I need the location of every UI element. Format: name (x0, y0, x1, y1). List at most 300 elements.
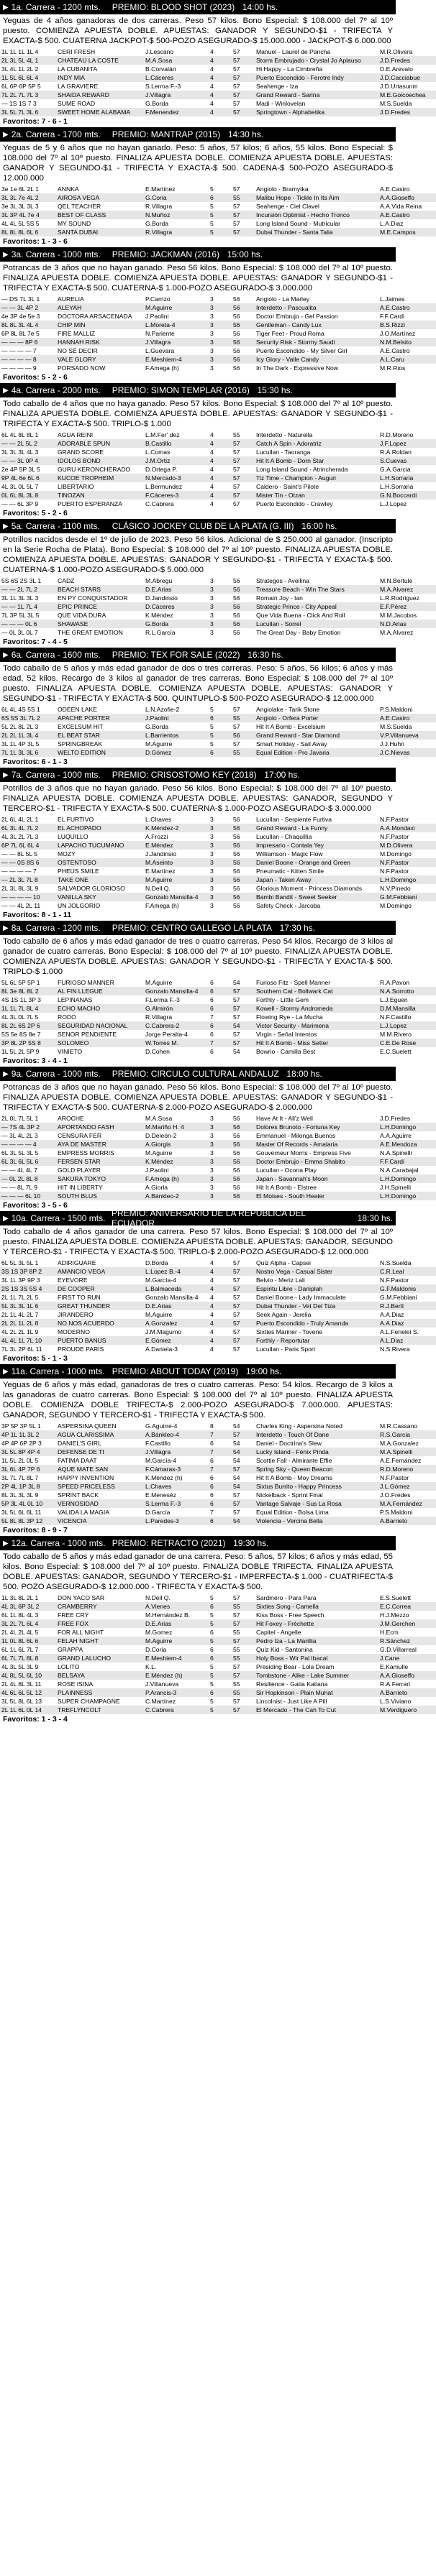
age: 3 (210, 1132, 214, 1139)
table-row (0, 1259, 436, 1267)
pedigree: Lucullan - Sorrel (255, 620, 378, 628)
horse-name: AURELIA (58, 295, 84, 303)
pedigree: Have At It - All'z Well (256, 1115, 313, 1122)
jockey: E.Martínez (145, 868, 176, 875)
horse-name: EYEVORE (58, 1276, 88, 1284)
horse-name: FURIOSO MANNER (58, 979, 114, 986)
form-cell: 4L 2L 2L 1L 9 (1, 1328, 39, 1335)
pedigree: Dubai Thunder - Vet Del Tiza (255, 1302, 378, 1310)
race-header (0, 0, 396, 14)
pedigree: Seek Again - Jerelia (256, 1311, 312, 1318)
weight: 56 (232, 731, 255, 740)
jockey: J.Paolini (145, 1167, 169, 1174)
race-conditions: Yeguas de 6 años y más edad, ganadoras de tres o cuatro carreras. Peso: 54 kilos. Recargo de 3 kilos a las ganadoras de cuatro carreras. Bono Especial: $ 108.000 del 7º al 10º puesto. FINALIZA APUESTA DOBLE. COMIENZA DOBLE TRIFECTA-$ 2.000-POZO ASEGURADO-$ 7.000.000. APUESTAS: GANADOR, SEGUNDO Y TERCERO-$1 - TRIFECTA Y EXACTA-$ 500. (3, 1381, 393, 1420)
entries-table (0, 576, 436, 637)
age: 3 (210, 868, 214, 875)
pedigree: Williamson - Magic Flow (256, 850, 323, 857)
form-cell: 3L 5L 8L 6L 13 (1, 1698, 42, 1705)
form-cell: 1L 1L 1L 1L 4 (1, 48, 39, 55)
horse-name: SPRINGBREAK (58, 740, 103, 748)
table-row (0, 1482, 436, 1491)
table-row (0, 1131, 436, 1140)
table-row (0, 1293, 436, 1302)
trainer: N.S.Rivera (380, 1346, 410, 1353)
age: 3 (210, 1115, 214, 1122)
pedigree: Puerto Escondido - Crawley (256, 500, 333, 507)
pedigree: Seahenge - Ciel Clavel (256, 203, 319, 210)
form-cell: 4L 4L 5L 5S 5 (1, 220, 40, 227)
pedigree: Icy Glory - Valle Candy (255, 355, 378, 364)
horse-name: TREFLYNCOLT (56, 1706, 144, 1714)
table-row (0, 602, 436, 611)
weight: 57 (233, 48, 240, 55)
play-arrow-icon: ▶ (3, 1367, 9, 1376)
table-row (0, 1149, 436, 1157)
race-section (0, 648, 419, 768)
trainer: M.S.Suelda (380, 723, 412, 730)
form-cell: 2L 1L 4L 2L 7 (1, 1311, 39, 1318)
form-cell: 1L 5L 6L 6L 4 (0, 73, 56, 82)
pedigree: Madi - Winlovelan (256, 100, 306, 107)
horse-name: JIRANDERO (58, 1311, 94, 1318)
form-cell: 3P 8L 2P 5S 8 (0, 1039, 56, 1047)
age: 4 (209, 1336, 232, 1345)
horse-name: SPEED PRICELESS (56, 1482, 144, 1491)
age: 6 (210, 1048, 214, 1055)
age: 5 (210, 203, 214, 210)
pedigree: Lucky Island - Fénix Pinda (255, 1448, 378, 1456)
form-cell: 5P 3L 4L 0L 10 (0, 1499, 56, 1508)
trainer: A.E.Castro (380, 185, 410, 193)
race-number: 6a. Carrera - 1600 mts. (11, 650, 101, 660)
jockey: M.Aguirre (144, 875, 209, 884)
trainer: A.Barrieto (378, 1517, 436, 1525)
race-prize: PREMIO: ANIVERSARIO DE LA REPÚBLICA DEL ECUADOR (112, 1208, 306, 1228)
trainer: A.E.Castro (378, 211, 436, 219)
weight: 56 (233, 1149, 240, 1156)
age: 3 (209, 1174, 232, 1183)
horse-name: FREE FOX (56, 1619, 144, 1628)
form-cell: 3L 2L 7L 6L 4 (0, 1619, 56, 1628)
pedigree: Dubai Thunder - Santa Talia (255, 228, 378, 236)
favorites-line: Favoritos: 8 - 1 - 11 (3, 911, 72, 919)
age: 8 (210, 1422, 214, 1430)
race-time: 18:00 hs. (286, 1069, 322, 1079)
form-cell: — — 6L 3P 9 (1, 500, 39, 507)
table-row (0, 1013, 436, 1021)
pedigree: Daniel - Doctrina's Slew (256, 1440, 322, 1447)
age: 4 (209, 491, 232, 500)
jockey: F.Cámaras-3 (144, 1465, 209, 1473)
pedigree: Interdetto - Naturella (256, 431, 313, 438)
form-cell: 2L 3L 8L 3L 9 (1, 885, 39, 892)
trainer: R.D.Moreno (380, 431, 414, 438)
play-arrow-icon: ▶ (3, 130, 9, 139)
trainer: A.E.Castro (378, 303, 436, 312)
age: 3 (209, 1192, 232, 1200)
age: 4 (209, 456, 232, 465)
trainer: J.D.Fredes (380, 1115, 411, 1122)
horse-name: SHAIDA REWARD (56, 91, 144, 99)
race-prize: PREMIO: ABOUT TODAY (2019) (112, 1366, 239, 1376)
age: 3 (209, 620, 232, 628)
trainer: M.Domingo (380, 902, 412, 909)
age: 3 (209, 824, 232, 832)
table-row (0, 576, 436, 585)
weight: 56 (232, 841, 255, 850)
pedigree: Kiss Boss - Free Speech (256, 1611, 324, 1619)
form-cell: — 0L 3L 0L 7 (1, 629, 38, 636)
table-row (0, 482, 436, 491)
pedigree: Hit It A Bomb - Excelsium (256, 723, 326, 730)
table-row (0, 1336, 436, 1345)
jockey: L.M.Fer' dez (145, 431, 180, 438)
form-cell: — — 3L 0P 4 (0, 456, 56, 465)
jockey: M.Aseinto (144, 858, 209, 867)
race-section (0, 768, 417, 921)
form-cell: 1L 5L 2L 0L 5 (1, 1457, 39, 1464)
weight: 57 (233, 100, 240, 107)
race-prize: PREMIO: CENTRO GALLEGO LA PLATA (112, 923, 272, 933)
age: 4 (210, 1346, 214, 1353)
pedigree: Grand Reward - Star Diamond (255, 731, 378, 740)
jockey: L.Guevara (145, 347, 175, 354)
race-section (0, 1536, 417, 1725)
entries-table (0, 1593, 436, 1714)
horse-name: SPRINT BACK (58, 1491, 99, 1499)
weight: 54 (233, 1474, 240, 1481)
table-row (0, 594, 436, 602)
favorites-line: Favoritos: 5 - 2 - 6 (3, 509, 68, 518)
table-row (0, 1697, 436, 1706)
age: 5 (209, 1671, 232, 1680)
horse-name: LOLITO (58, 1663, 80, 1670)
horse-name: EMPRESS MORRIS (58, 1149, 114, 1156)
form-cell: 3L 5L 7L 3L 6 (0, 108, 56, 116)
age: 6 (209, 1021, 232, 1030)
table-row (0, 1680, 436, 1688)
form-cell: — — 4L 4L 7 (1, 1167, 37, 1174)
trainer: L.A.Diaz (380, 220, 404, 227)
age: 5 (209, 228, 232, 236)
jockey: A.Gonzalez (144, 1319, 209, 1328)
horse-name: PLAINNESS (56, 1688, 144, 1697)
horse-name: FELAH NIGHT (56, 1637, 144, 1645)
age: 3 (209, 338, 232, 346)
trainer: G.D.Villarreal (380, 1646, 417, 1653)
race-number: 9a. Carrera - 1000 mts. (11, 1069, 101, 1079)
form-cell: — — 2L 5L 2 (0, 439, 56, 448)
race-prize: PREMIO: CIRCULO CULTURAL ANDALUZ (112, 1069, 279, 1079)
table-row (0, 1645, 436, 1654)
jockey: M.Aguirre (145, 1149, 173, 1156)
pedigree: Emmanuel - Milonga Buenos (256, 1132, 336, 1139)
jockey: L.Chaves (144, 1482, 209, 1491)
race-conditions: Todo caballo de 4 años que no haya ganado. Peso 57 kilos. Bono Especial: $ 108.000 del 7º al 10º puesto. FINALIZA APUESTA DOBLE. COMIENZA APUESTA DOBLE. APUESTAS: GANADOR Y SEGUNDO-$1 - TRIFECTA Y EXACTA-$ 500. TRIPLO-$ 1.000 (3, 400, 393, 428)
pedigree: Nickelback - Sprint Final (256, 1491, 323, 1499)
weight: 55 (233, 431, 240, 438)
trainer: P.S.Maldoni (380, 706, 413, 713)
trainer: L.H.Domingo (378, 875, 436, 884)
horse-name: CHIP MIN (56, 321, 144, 329)
jockey: L.Bermundez (145, 483, 183, 490)
trainer: M.N.Bertule (380, 577, 413, 584)
age: 4 (210, 483, 214, 490)
table-row (0, 884, 436, 893)
age: 5 (210, 740, 214, 748)
weight: 56 (232, 585, 255, 594)
horse-name: ANNKA (58, 185, 79, 193)
jockey: B.Castillo (144, 439, 209, 448)
race-section (0, 1364, 422, 1536)
pedigree: Angiolo - La Marley (256, 295, 310, 303)
pedigree: Tombstone - Alike - Lake Summer (255, 1671, 378, 1680)
horse-name: THE GREAT EMOTION (58, 629, 123, 636)
pedigree: Springtown - Alphabetika (255, 108, 378, 116)
table-row (0, 1602, 436, 1611)
race-header (0, 519, 396, 533)
form-cell: — — 3L 4P 2 (0, 303, 56, 312)
jockey: S.Lerma F.-3 (144, 1499, 209, 1508)
age: 3 (210, 330, 214, 337)
age: 5 (210, 185, 214, 193)
weight: 56 (232, 1192, 255, 1200)
table-row (0, 1039, 436, 1047)
horse-name: BEST OF CLASS (56, 211, 144, 219)
form-cell: 1L 1L 7L 8L 4 (0, 1004, 56, 1013)
form-cell: — — — — 7 (1, 868, 37, 875)
age: 5 (210, 1663, 214, 1670)
trainer: A.E.Castro (380, 347, 410, 354)
jockey: N.Dell Q. (145, 1594, 171, 1601)
pedigree: Mister Tin - Otzan (255, 491, 378, 500)
form-cell: 6L 7L 7L 8L 8 (0, 1654, 56, 1662)
form-cell: 3L 3L 3L 4L 3 (1, 448, 39, 456)
trainer: A.E.Fernández (380, 1457, 422, 1464)
weight: 55 (233, 1629, 240, 1636)
trainer: M.A.Spinelli (378, 1448, 436, 1456)
pedigree: The Great Day - Baby Emotion (256, 629, 341, 636)
weight: 56 (233, 577, 240, 584)
table-row (0, 1456, 436, 1465)
table-row (0, 1628, 436, 1637)
horse-name: SUME ROAD (58, 100, 96, 107)
age: 6 (209, 1004, 232, 1013)
race-number: 5a. Carrera - 1100 mts. (11, 521, 100, 531)
age: 3 (209, 355, 232, 364)
age: 4 (210, 431, 214, 438)
weight: 56 (232, 338, 255, 346)
form-cell: — — 8L 7L 9 (1, 1184, 37, 1191)
form-cell: 6L 3L 5L 3L 5 (1, 1149, 39, 1156)
horse-name: KUCOE TROPHEIM (56, 474, 144, 482)
entries-table (0, 1114, 436, 1200)
jockey: M.Aguirre (144, 1637, 209, 1645)
weight: 57 (232, 1039, 255, 1047)
jockey: F.Menendez (144, 108, 209, 116)
table-row (0, 1499, 436, 1508)
race-number: 4a. Carrera - 2000 mts. (11, 385, 101, 395)
table-row (0, 731, 436, 740)
horse-name: EL ACHOPADO (56, 824, 144, 832)
horse-name: VINIETO (58, 1048, 83, 1055)
pedigree: Puerto Escondido - My Silver Girl (256, 347, 348, 354)
age: 6 (210, 1457, 214, 1464)
race-header (0, 768, 396, 782)
jockey: D.Jandinsio (145, 594, 178, 602)
pedigree: Flowing Rye - La Mucha (256, 1013, 323, 1021)
horse-name: LAPACHO TUCUMANO (56, 841, 144, 850)
form-cell: 3L 4L 1L 2L 2 (1, 65, 39, 73)
age: 3 (209, 893, 232, 901)
table-row (0, 303, 436, 312)
jockey: P.Carrizo (145, 295, 171, 303)
weight: 57 (233, 1491, 240, 1499)
age: 4 (210, 100, 214, 107)
form-cell: 1L 5L 2L 5P 9 (1, 1048, 40, 1055)
table-row (0, 1439, 436, 1448)
race-section (0, 383, 417, 519)
trainer: M.Verdiguero (378, 1706, 436, 1714)
race-conditions: Yeguas de 4 años ganadoras de dos carreras. Peso 57 kilos. Bono Especial: $ 108.000 del 7º al 10º puesto. COMIENZA APUESTA DOBLE. APUESTAS: GANADOR Y SEGUNDO-$1 - TRIFECTA Y EXACTA-$ 500. CUATERNA JACKPOT-$ 500-POZO ASEGURADO-$ 15.000.000 - JACKPOT-$ 6.000.000 (3, 17, 393, 45)
trainer: J.F.Lopez (378, 439, 436, 448)
pedigree: Charles King - Aspersina Noted (256, 1422, 342, 1430)
form-cell: 1L 3L 8L 2L 1 (1, 1594, 39, 1601)
horse-name: GRAND LALUCHO (56, 1654, 144, 1662)
weight: 57 (233, 203, 240, 210)
race-header (0, 127, 396, 142)
weight: 57 (232, 1671, 255, 1680)
jockey: D.García (145, 1509, 171, 1516)
weight: 57 (233, 1594, 240, 1601)
age: 5 (210, 1611, 214, 1619)
horse-name: CERI FRESH (58, 48, 96, 55)
age: 6 (210, 1474, 214, 1481)
pedigree: Interdetto - Pascualita (255, 303, 378, 312)
age: 3 (209, 1140, 232, 1149)
race-time: 14:30 hs. (227, 129, 264, 139)
pedigree: Lucullan - Serpiente Furtiva (256, 816, 332, 823)
horse-name: AGUA REINI (58, 431, 94, 438)
weight: 57 (233, 185, 240, 193)
jockey: S.Lerma F.-3 (145, 83, 181, 90)
trainer: M.A.Alvarez (380, 629, 414, 636)
form-cell: 8L 8L 3L 4L 4 (0, 321, 56, 329)
table-row (0, 193, 436, 202)
trainer: G.F.Maldonis (378, 1284, 436, 1293)
weight: 57 (232, 211, 255, 219)
jockey: M.García-4 (145, 1457, 176, 1464)
pedigree: Angiolake - Tarik Stone (256, 706, 320, 713)
horse-name: DON YACO SAR (58, 1594, 105, 1601)
entries-table (0, 705, 436, 757)
form-cell: 6L 1L 6L 7L 7 (1, 1646, 39, 1653)
trainer: N.F.Pastor (380, 833, 409, 840)
table-row (0, 1328, 436, 1336)
form-cell: 6L 3L 6L 5L 6 (0, 1157, 56, 1166)
trainer: G.A.Garcia (380, 466, 411, 473)
horse-name: CENSURA FER (58, 1132, 102, 1139)
entries-table (0, 978, 436, 1056)
weight: 57 (232, 456, 255, 465)
pedigree: Holy Boss - Wir Pal Ibacal (255, 1654, 378, 1662)
table-row (0, 1030, 436, 1039)
form-cell: 4L 3L 6P 3L 2 (0, 1602, 56, 1611)
form-cell: — 0L 2L 8L 8 (0, 1174, 56, 1183)
pedigree: Lincolnist - Just Like A Pill (256, 1698, 327, 1705)
table-row (0, 714, 436, 722)
trainer: N.M.Belsito (378, 338, 436, 346)
jockey: Gonzalo Mansilla-4 (144, 893, 209, 901)
trainer: A.L.Fenelei S. (380, 1328, 419, 1335)
weight: 55 (232, 1654, 255, 1662)
pedigree: Hi Happy - La Cimbreña (256, 65, 323, 73)
jockey: F.Lerma F.-3 (145, 996, 180, 1003)
weight: 57 (233, 83, 240, 90)
trainer: E.C.Correa (378, 1602, 436, 1611)
form-cell: 2L 2L 1L 3L 4 (0, 731, 56, 740)
horse-name: LUQUILLO (58, 833, 88, 840)
table-row (0, 832, 436, 841)
table-row (0, 1422, 436, 1430)
weight: 56 (233, 330, 240, 337)
jockey: L.Comas (145, 448, 171, 456)
weight: 56 (232, 893, 255, 901)
jockey: J.Villagra (144, 91, 209, 99)
weight: 56 (232, 602, 255, 611)
jockey: F.Cáceres-3 (144, 491, 209, 500)
jockey: A.Giorla (145, 1184, 168, 1191)
horse-name: SOUTH BLUS (56, 1192, 144, 1200)
pedigree: Doctor Embrujo - Gel Passion (256, 313, 338, 320)
table-row (0, 185, 436, 193)
pedigree: Malibu Hope - Tickle In Its Aim (255, 193, 378, 202)
age: 7 (209, 1430, 232, 1439)
weight: 55 (232, 193, 255, 202)
weight: 56 (233, 629, 240, 636)
horse-name: EL FURTIVO (58, 816, 94, 823)
race-prize: PREMIO: JACKMAN (2016) (112, 249, 220, 259)
trainer: A.A.Gioseffo (378, 1671, 436, 1680)
table-row (0, 1706, 436, 1714)
race-time: 19:00 hs. (245, 1366, 282, 1376)
jockey: C.Cabrera-2 (144, 1021, 209, 1030)
trainer: J.C.Nievas (378, 748, 436, 757)
table-row (0, 456, 436, 465)
pedigree: Puerto Escondido - Ferotre Indy (255, 73, 378, 82)
weight: 56 (232, 824, 255, 832)
age: 6 (209, 1654, 232, 1662)
jockey: J.Villagra (144, 338, 209, 346)
weight: 57 (232, 91, 255, 99)
pedigree: Spring Sky - Queen Beacon (255, 1465, 378, 1473)
race-prize: PREMIO: SIMON TEMPLAR (2016) (112, 385, 250, 395)
jockey: A.Vienes (144, 1602, 209, 1611)
age: 7 (210, 1013, 214, 1021)
trainer: L.J.Lopez (378, 1021, 436, 1030)
jockey: L.Paredes-3 (144, 1517, 209, 1525)
form-cell: 8L 2L 6S 2P 6 (0, 1021, 56, 1030)
age: 7 (210, 1509, 214, 1516)
horse-name: VALE GLORY (56, 355, 144, 364)
table-row (0, 108, 436, 116)
jockey: J.Jandinsio (145, 850, 176, 857)
race-header (0, 383, 396, 397)
table-row (0, 901, 436, 910)
pedigree: Gouverneur Morris - Empress Five (256, 1149, 351, 1156)
trainer: A.L.Caru (378, 355, 436, 364)
weight: 55 (233, 1646, 240, 1653)
